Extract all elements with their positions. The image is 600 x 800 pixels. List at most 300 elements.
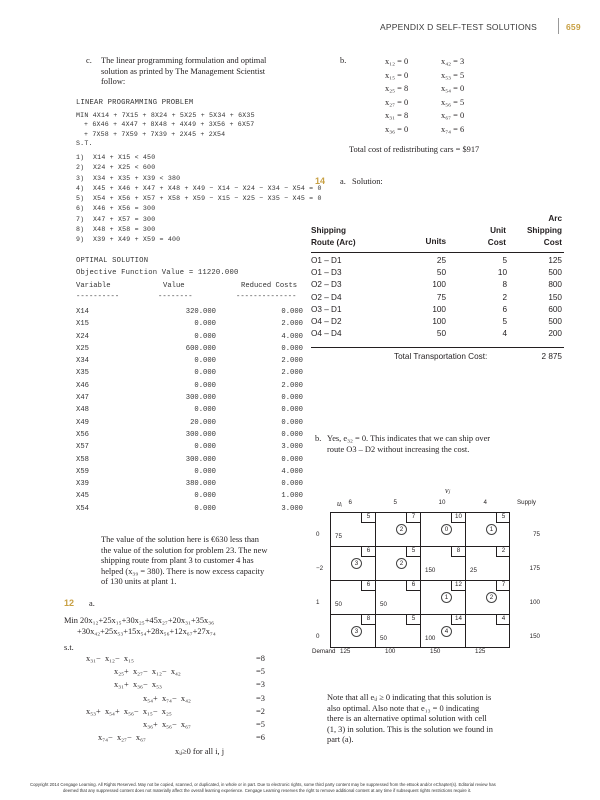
variable-name: X34 bbox=[76, 357, 89, 366]
p12-st: s.t. bbox=[64, 643, 74, 652]
cost-box: 12 bbox=[451, 580, 465, 591]
improvement-index: 2 bbox=[396, 558, 407, 569]
table-rule bbox=[311, 252, 564, 253]
shipping-units: 75 bbox=[436, 292, 446, 302]
constraint-row bbox=[76, 235, 322, 245]
improvement-index: 2 bbox=[396, 524, 407, 535]
constraint-row bbox=[76, 225, 322, 235]
part-14b-label: b. bbox=[315, 434, 322, 443]
part-b-value: x₇₄ = 6 bbox=[441, 124, 465, 134]
supply-label: Supply bbox=[517, 499, 536, 506]
cost-box: 4 bbox=[496, 614, 510, 625]
reduced-cost: 2.000 bbox=[281, 357, 303, 366]
dash-rule: ---------- bbox=[76, 293, 120, 301]
header-text: Arc bbox=[548, 214, 562, 223]
variable-name: X35 bbox=[76, 369, 89, 378]
p12-objective-line: Min 20x₁₂+25x₁₅+30x₂₅+45x₂₇+20x₃₁+35x₃₆ bbox=[64, 616, 215, 625]
constraint-row bbox=[76, 194, 322, 204]
variable-value: 0.000 bbox=[194, 443, 216, 452]
solution-row bbox=[76, 431, 306, 443]
reduced-cost: 3.000 bbox=[281, 504, 303, 513]
solution-row bbox=[76, 308, 306, 320]
header-units: Units bbox=[425, 237, 446, 246]
subject-to: S.T. bbox=[76, 139, 93, 147]
grid-line bbox=[330, 614, 510, 615]
reduced-cost: 0.000 bbox=[281, 394, 303, 403]
part-b-value: x₅₄ = 0 bbox=[441, 84, 465, 93]
shipping-table bbox=[311, 211, 564, 366]
variable-name: X24 bbox=[76, 332, 89, 341]
header-text: Route (Arc) bbox=[311, 238, 356, 247]
note-line: Note that all eᵢⱼ ≥ 0 indicating that this solution is bbox=[327, 693, 492, 702]
part-b-row bbox=[385, 71, 505, 85]
variable-name: X57 bbox=[76, 443, 89, 452]
solution-row bbox=[76, 505, 306, 517]
header-title: APPENDIX D SELF-TEST SOLUTIONS bbox=[380, 22, 537, 32]
constraint-number: 5) bbox=[76, 195, 85, 203]
variable-value: 300.000 bbox=[185, 455, 216, 464]
header-text: Unit bbox=[490, 226, 506, 235]
variable-name: X47 bbox=[76, 394, 89, 403]
part-c-intro bbox=[101, 56, 331, 88]
variable-name: X54 bbox=[76, 504, 89, 513]
variable-name: X39 bbox=[76, 480, 89, 489]
shipping-row bbox=[311, 280, 564, 292]
shipping-arc-cost: 150 bbox=[548, 292, 562, 302]
constraint-row bbox=[76, 184, 322, 194]
part-b-row bbox=[385, 111, 505, 125]
cost-box: 7 bbox=[406, 512, 420, 523]
copyright-footer bbox=[30, 782, 575, 794]
grid-line bbox=[330, 580, 510, 581]
part-b-value: x₁₅ = 0 bbox=[385, 70, 409, 80]
note-line: part (a). bbox=[327, 735, 354, 745]
variable-name: X15 bbox=[76, 320, 89, 329]
supply-value: 175 bbox=[529, 565, 540, 572]
p12-objective bbox=[64, 616, 216, 637]
dash-rule: -------- bbox=[158, 293, 193, 301]
total-value: 2 875 bbox=[541, 352, 562, 361]
summary-line: helped (x₃₉ = 380). There is now excess capacity bbox=[101, 566, 265, 576]
solution-row bbox=[76, 419, 306, 431]
v-value: 5 bbox=[393, 499, 397, 506]
part-b-value: x₃₁ = 8 bbox=[385, 111, 409, 120]
variable-name: X45 bbox=[76, 492, 89, 501]
part-b-row bbox=[385, 84, 505, 98]
constraint-row bbox=[76, 163, 322, 173]
problem-12-number: 12 bbox=[64, 598, 75, 608]
variable-value: 0.000 bbox=[194, 492, 216, 501]
objective-line: MIN 4X14 + 7X15 + 8X24 + 5X25 + 5X34 + 6X35 bbox=[76, 112, 255, 119]
reduced-cost: 0.000 bbox=[281, 308, 303, 316]
summary-line: The value of the solution here is €630 less than bbox=[101, 535, 259, 544]
demand-value: 125 bbox=[340, 648, 351, 655]
reduced-cost: 0.000 bbox=[281, 480, 303, 489]
variable-value: 300.000 bbox=[185, 430, 216, 439]
reduced-cost: 2.000 bbox=[281, 320, 303, 329]
allocation: 75 bbox=[335, 533, 342, 540]
optimal-solution-heading: OPTIMAL SOLUTION bbox=[76, 257, 149, 265]
part-b-value: x₆₇ = 0 bbox=[441, 111, 465, 120]
p12-lhs: x₂₅+ x₂₇− x₁₂− x₄₂ bbox=[114, 667, 181, 677]
constraint-expression: X48 + X58 = 300 bbox=[93, 226, 156, 234]
solution-row bbox=[76, 443, 306, 455]
shipping-unit-cost: 2 bbox=[502, 292, 507, 302]
variable-name: X25 bbox=[76, 344, 89, 353]
transportation-tableau bbox=[312, 486, 574, 664]
col-value: Value bbox=[163, 282, 185, 290]
shipping-units: 50 bbox=[436, 268, 446, 278]
part-b-row bbox=[385, 125, 505, 139]
cost-box: 6 bbox=[361, 580, 375, 591]
lp-heading: LINEAR PROGRAMMING PROBLEM bbox=[76, 99, 194, 107]
supply-value: 150 bbox=[529, 633, 540, 640]
shipping-arc-cost: 500 bbox=[548, 316, 562, 326]
constraint-row bbox=[76, 153, 322, 163]
intro-line: solution as printed by The Management Scientist bbox=[101, 66, 266, 76]
variable-value: 380.000 bbox=[185, 480, 216, 489]
shipping-route: O2 – D3 bbox=[311, 280, 342, 290]
constraint-row bbox=[76, 174, 322, 184]
summary-line: shipping route from plant 3 to customer 4 has bbox=[101, 556, 254, 566]
solution-row bbox=[76, 480, 306, 492]
ui-label: uᵢ bbox=[337, 499, 343, 508]
part-14-note bbox=[327, 693, 577, 746]
reduced-cost: 2.000 bbox=[281, 381, 303, 390]
allocation: 100 bbox=[425, 635, 436, 642]
p12-nonnegativity: xᵢⱼ≥0 for all i, j bbox=[175, 747, 225, 756]
solution-row bbox=[76, 406, 306, 418]
b-text-line: Yes, e₃₂ = 0. This indicates that we can ship over bbox=[327, 434, 491, 443]
p12-constraint-row bbox=[86, 667, 316, 680]
reduced-cost: 0.000 bbox=[281, 455, 303, 464]
constraint-row bbox=[76, 204, 322, 214]
solution-row bbox=[76, 382, 306, 394]
p12-rhs: =3 bbox=[256, 680, 265, 690]
part-b-value: x₄₂ = 3 bbox=[441, 57, 465, 66]
shipping-arc-cost: 125 bbox=[548, 256, 562, 265]
part-b-value: x₅₆ = 5 bbox=[441, 97, 465, 107]
col-variable: Variable bbox=[76, 282, 111, 290]
p12-rhs: =5 bbox=[256, 719, 265, 729]
demand-value: 100 bbox=[385, 648, 396, 655]
part-b-label: b. bbox=[340, 56, 347, 65]
variable-name: X58 bbox=[76, 455, 89, 464]
reduced-cost: 3.000 bbox=[281, 443, 303, 452]
solution-row bbox=[76, 468, 306, 480]
improvement-index: 0 bbox=[441, 524, 452, 535]
shipping-route: O3 – D1 bbox=[311, 304, 342, 314]
u-value: −2 bbox=[316, 565, 324, 572]
shipping-rows bbox=[311, 256, 564, 341]
constraint-number: 4) bbox=[76, 184, 85, 192]
demand-value: 150 bbox=[430, 648, 441, 655]
shipping-units: 100 bbox=[432, 280, 446, 290]
cost-box: 5 bbox=[496, 512, 510, 523]
constraint-list bbox=[76, 153, 322, 246]
part-14b-text bbox=[327, 434, 577, 455]
cost-box: 5 bbox=[406, 546, 420, 557]
constraint-number: 3) bbox=[76, 174, 85, 182]
reduced-cost: 0.000 bbox=[281, 418, 303, 427]
shipping-row bbox=[311, 317, 564, 329]
p12-lhs: x₃₁+ x₃₆− x₅₃ bbox=[114, 680, 162, 690]
variable-name: X56 bbox=[76, 430, 89, 439]
intro-line: follow: bbox=[101, 77, 126, 87]
objective-line: + 6X46 + 4X47 + 8X48 + 4X49 + 3X56 + 6X57 bbox=[84, 121, 255, 129]
reduced-cost: 0.000 bbox=[281, 406, 303, 415]
improvement-index: 3 bbox=[351, 558, 362, 569]
solution-row bbox=[76, 492, 306, 504]
variable-value: 600.000 bbox=[185, 344, 216, 353]
shipping-units: 100 bbox=[432, 304, 446, 314]
part-b-total: Total cost of redistributing cars = $917 bbox=[349, 145, 480, 154]
total-label: Total Transportation Cost: bbox=[394, 352, 488, 361]
p12-constraint-row bbox=[86, 654, 316, 667]
shipping-unit-cost: 5 bbox=[502, 316, 507, 326]
shipping-unit-cost: 8 bbox=[502, 280, 507, 290]
solution-row bbox=[76, 345, 306, 357]
constraint-expression: X47 + X57 = 300 bbox=[93, 215, 156, 223]
problem-14a-label: a. bbox=[340, 177, 346, 186]
demand-value: 125 bbox=[475, 648, 486, 655]
cost-box: 7 bbox=[496, 580, 510, 591]
shipping-route: O2 – D4 bbox=[311, 292, 342, 302]
header-text: Cost bbox=[543, 238, 562, 247]
reduced-cost: 4.000 bbox=[281, 467, 303, 476]
header-unit-cost bbox=[461, 225, 506, 249]
constraint-expression: X46 + X56 = 300 bbox=[93, 205, 156, 213]
cost-box: 14 bbox=[451, 614, 465, 625]
variable-value: 0.000 bbox=[194, 320, 216, 329]
improvement-index: 3 bbox=[351, 626, 362, 637]
note-line: (1, 3) in solution. This is the solution we found in bbox=[327, 724, 493, 734]
solution-dashes bbox=[76, 293, 316, 303]
solution-row bbox=[76, 357, 306, 369]
b-text-line: route O3 – D2 without increasing the cost. bbox=[327, 444, 470, 454]
u-value: 1 bbox=[316, 599, 320, 606]
p12-rhs: =6 bbox=[256, 733, 265, 743]
allocation: 50 bbox=[335, 601, 342, 608]
shipping-units: 50 bbox=[436, 329, 446, 339]
shipping-units: 100 bbox=[432, 316, 446, 326]
allocation: 25 bbox=[470, 567, 477, 574]
variable-value: 320.000 bbox=[185, 308, 216, 316]
note-line: also optimal. Also note that e₁₃ = 0 indicating bbox=[327, 703, 480, 713]
variable-name: X59 bbox=[76, 467, 89, 476]
page-number: 659 bbox=[566, 22, 581, 32]
variable-value: 0.000 bbox=[194, 381, 216, 390]
p12-lhs: x₃₁− x₁₂− x₁₅ bbox=[86, 654, 134, 663]
cost-box: 8 bbox=[361, 614, 375, 625]
part-c-summary bbox=[101, 535, 331, 588]
cost-box: 10 bbox=[451, 512, 465, 523]
intro-line: The linear programming formulation and optimal bbox=[101, 56, 267, 65]
header-arc-cost bbox=[506, 213, 562, 249]
reduced-cost: 1.000 bbox=[281, 492, 303, 501]
reduced-cost: 2.000 bbox=[281, 369, 303, 378]
solution-row bbox=[76, 394, 306, 406]
constraint-expression: X54 + X56 + X57 + X58 + X59 − X15 − X25 − X35 − X45 = 0 bbox=[93, 195, 322, 203]
header-text: Cost bbox=[487, 238, 506, 247]
p12-constraint-row bbox=[86, 707, 316, 720]
cost-box: 6 bbox=[361, 546, 375, 557]
solution-row bbox=[76, 320, 306, 332]
v-value: 10 bbox=[438, 499, 446, 506]
footer-line: Copyright 2014 Cengage Learning. All Rights Reserved. May not be copied, scanned, or duplicated, in whole or in part. Due to electronic rights, some third party content may be suppressed from the eBook and/or eChapter(s). Editorial review has bbox=[30, 782, 496, 787]
variable-value: 0.000 bbox=[194, 467, 216, 476]
header-text: Shipping bbox=[526, 226, 562, 235]
p12-rhs: =3 bbox=[256, 693, 265, 703]
improvement-index: 1 bbox=[486, 524, 497, 535]
col-reduced-costs: Reduced Costs bbox=[241, 282, 298, 290]
shipping-row bbox=[311, 256, 564, 268]
header-text: Shipping bbox=[311, 226, 347, 235]
p12-constraints bbox=[86, 654, 316, 746]
summary-line: the value of the solution for problem 23. The new bbox=[101, 545, 268, 555]
p12-lhs: x₃₆+ x₅₆− x₆₇ bbox=[143, 719, 191, 729]
cost-box: 8 bbox=[451, 546, 465, 557]
shipping-route: O1 – D1 bbox=[311, 256, 342, 265]
shipping-unit-cost: 5 bbox=[502, 256, 507, 265]
improvement-index: 2 bbox=[486, 592, 497, 603]
u-value: 0 bbox=[316, 531, 320, 538]
allocation: 50 bbox=[380, 635, 387, 642]
vj-label: vⱼ bbox=[445, 486, 450, 495]
constraint-expression: X39 + X49 + X59 = 400 bbox=[93, 236, 181, 244]
solution-row bbox=[76, 333, 306, 345]
p12-rhs: =2 bbox=[256, 706, 265, 716]
part-b-values bbox=[385, 57, 505, 138]
part-b-value: x₁₂ = 0 bbox=[385, 57, 409, 66]
dash-rule: -------------- bbox=[236, 293, 297, 301]
u-value: 0 bbox=[316, 633, 320, 640]
variable-value: 0.000 bbox=[194, 406, 216, 415]
constraint-number: 8) bbox=[76, 226, 85, 234]
supply-value: 100 bbox=[529, 599, 540, 606]
grid-line bbox=[330, 546, 510, 547]
p12-constraint-row bbox=[86, 720, 316, 733]
variable-name: X49 bbox=[76, 418, 89, 427]
shipping-unit-cost: 10 bbox=[497, 268, 507, 278]
variable-value: 20.000 bbox=[190, 418, 216, 427]
p12-lhs: x₅₄+ x₇₄− x₄₂ bbox=[143, 693, 191, 703]
p12-objective-line: +30x₄₂+25x₅₃+15x₅₄+28x₅₆+12x₆₇+27x₇₄ bbox=[77, 626, 216, 636]
variable-name: X48 bbox=[76, 406, 89, 415]
p12-rhs: =5 bbox=[256, 667, 265, 677]
constraint-expression: X14 + X15 < 450 bbox=[93, 154, 156, 161]
reduced-cost: 0.000 bbox=[281, 344, 303, 353]
constraint-number: 6) bbox=[76, 205, 85, 213]
variable-value: 300.000 bbox=[185, 394, 216, 403]
part-c-label: c. bbox=[86, 56, 92, 65]
lp-objective bbox=[76, 111, 255, 148]
solution-table bbox=[76, 308, 306, 517]
shipping-arc-cost: 200 bbox=[548, 329, 562, 339]
supply-value: 75 bbox=[533, 531, 540, 538]
constraint-number: 7) bbox=[76, 215, 85, 223]
part-b-row bbox=[385, 57, 505, 71]
header-divider bbox=[558, 18, 559, 34]
shipping-row bbox=[311, 329, 564, 341]
constraint-number: 9) bbox=[76, 236, 85, 244]
part-b-row bbox=[385, 98, 505, 112]
cost-box: 6 bbox=[406, 580, 420, 591]
shipping-unit-cost: 6 bbox=[502, 304, 507, 314]
summary-line: of 130 units at plant 1. bbox=[101, 577, 177, 587]
p12-constraint-row bbox=[86, 733, 316, 746]
allocation: 50 bbox=[380, 601, 387, 608]
header-route bbox=[311, 213, 391, 249]
p12-rhs: =8 bbox=[256, 654, 265, 663]
constraint-number: 1) bbox=[76, 154, 85, 161]
variable-value: 0.000 bbox=[194, 369, 216, 378]
p12-lhs: x₅₃+ x₅₄+ x₅₆− x₁₅− x₂₅ bbox=[86, 706, 172, 716]
v-value: 6 bbox=[348, 499, 352, 506]
demand-label: Demand bbox=[312, 648, 336, 655]
shipping-route: O1 – D3 bbox=[311, 268, 342, 278]
constraint-expression: X34 + X35 + X39 < 380 bbox=[93, 174, 181, 182]
part-b-value: x₅₃ = 5 bbox=[441, 70, 465, 80]
problem-14-number: 14 bbox=[315, 176, 326, 186]
p12-lhs: x₇₄− x₂₇− x₆₇ bbox=[98, 733, 146, 743]
variable-value: 0.000 bbox=[194, 504, 216, 513]
reduced-cost: 0.000 bbox=[281, 430, 303, 439]
allocation: 150 bbox=[425, 567, 436, 574]
part-b-value: x₂₇ = 0 bbox=[385, 97, 409, 107]
shipping-arc-cost: 600 bbox=[548, 304, 562, 314]
footer-line: deemed that any suppressed content does not materially affect the overall learning experience. Cengage Learning reserves the right to remove additional content at any time if subsequent rights restrictions require it. bbox=[63, 788, 472, 793]
shipping-units: 25 bbox=[436, 256, 446, 265]
objective-value: Objective Function Value = 11220.000 bbox=[76, 269, 239, 277]
cost-box: 5 bbox=[406, 614, 420, 625]
solution-row bbox=[76, 369, 306, 381]
constraint-row bbox=[76, 215, 322, 225]
objective-line: + 7X58 + 7X59 + 7X39 + 2X45 + 2X54 bbox=[84, 130, 226, 138]
shipping-row bbox=[311, 293, 564, 305]
note-line: there is an alternative optimal solution with cell bbox=[327, 714, 487, 724]
shipping-route: O4 – D4 bbox=[311, 329, 342, 339]
page-header bbox=[380, 22, 592, 32]
p12-constraint-row bbox=[86, 680, 316, 693]
problem-12a-label: a. bbox=[89, 599, 95, 608]
p12-constraint-row bbox=[86, 694, 316, 707]
shipping-row bbox=[311, 305, 564, 317]
solution-row bbox=[76, 456, 306, 468]
constraint-expression: X45 + X46 + X47 + X48 + X49 − X14 − X24 − X34 − X54 = 0 bbox=[93, 184, 322, 192]
shipping-unit-cost: 4 bbox=[502, 329, 507, 339]
variable-value: 0.000 bbox=[194, 357, 216, 366]
v-value: 4 bbox=[483, 499, 487, 506]
constraint-number: 2) bbox=[76, 164, 85, 172]
shipping-arc-cost: 500 bbox=[548, 268, 562, 278]
shipping-route: O4 – D2 bbox=[311, 316, 342, 326]
constraint-expression: X24 + X25 < 600 bbox=[93, 164, 156, 172]
solution-header bbox=[76, 282, 306, 292]
problem-14a-title: Solution: bbox=[352, 177, 383, 186]
part-b-value: x₂₅ = 8 bbox=[385, 84, 409, 93]
variable-value: 0.000 bbox=[194, 332, 216, 341]
improvement-index: 1 bbox=[441, 592, 452, 603]
shipping-arc-cost: 800 bbox=[548, 280, 562, 290]
part-b-value: x₃₆ = 0 bbox=[385, 124, 409, 134]
cost-box: 2 bbox=[496, 546, 510, 557]
improvement-index: 4 bbox=[441, 626, 452, 637]
shipping-row bbox=[311, 268, 564, 280]
cost-box: 5 bbox=[361, 512, 375, 523]
reduced-cost: 4.000 bbox=[281, 332, 303, 341]
table-rule bbox=[311, 347, 564, 348]
